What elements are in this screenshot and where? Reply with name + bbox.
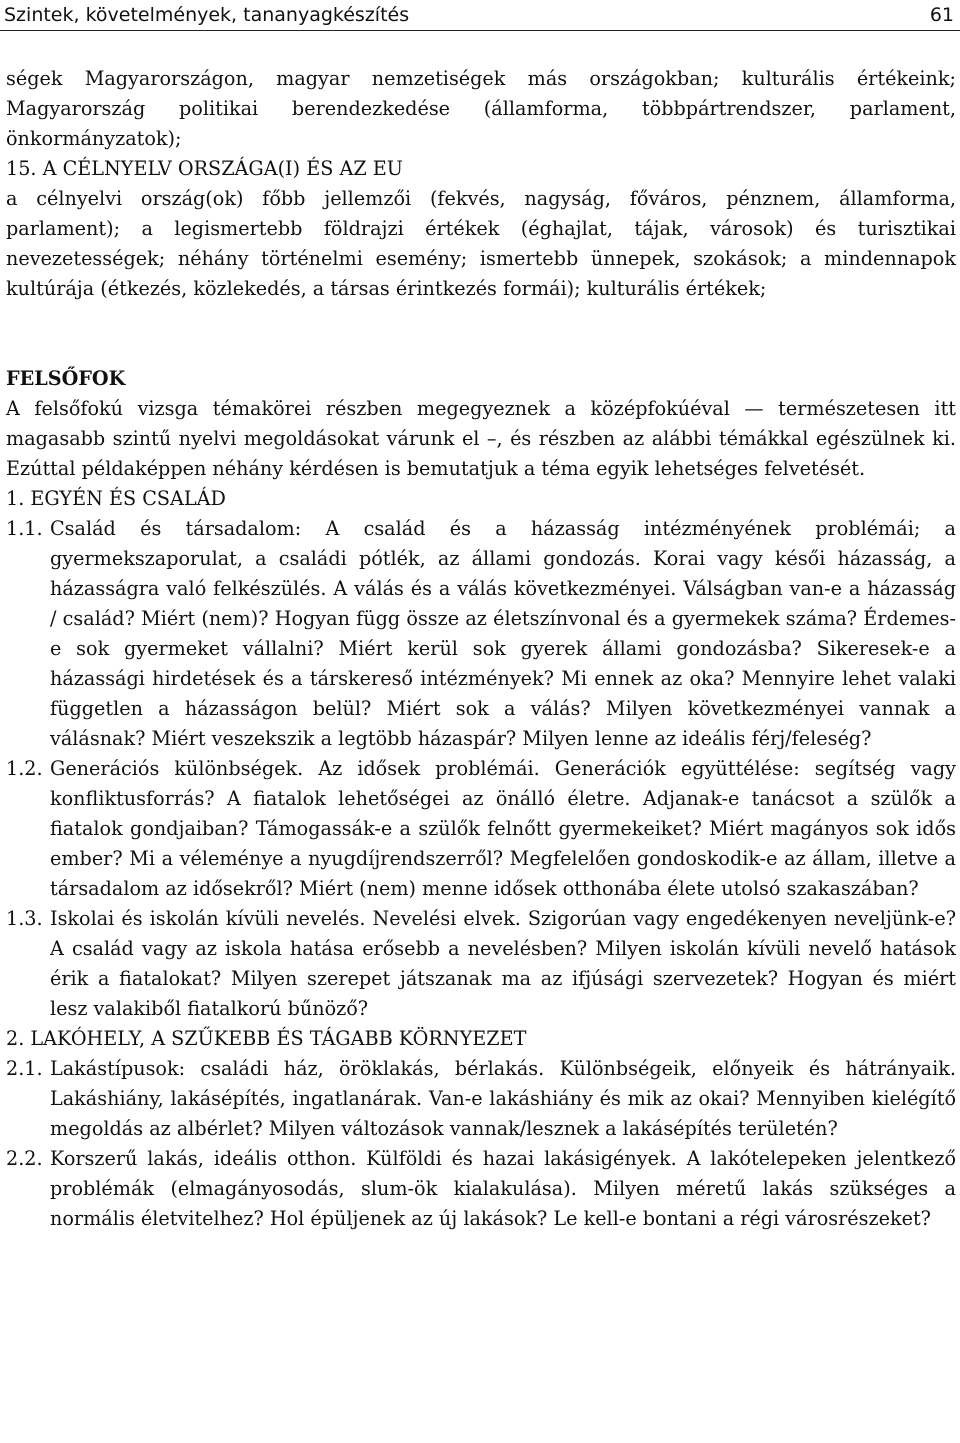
entry-number: 1.1.	[6, 517, 43, 540]
entry-text: Család és társadalom: A család és a házasság intézményének problémái; a gyermekszaporulat, a családi pótlék, az állami gondozás. Korai vagy késői házasság, a házasságra való felkészülés. A válás és a válás következményei. Válságban van-e a házasság / család? Miért (nem)? Hogyan függ össze az életszínvonal és a gyermekek száma? Érdemes-e sok gyermeket vállalni? Miért kerül sok gyerek állami gondozásba? Sikeresek-e a házassági hirdetések és a társkereső intézmények? Mi ennek az oka? Mennyire lehet valaki független a házasságon belül? Miért sok a válás? Milyen következményei vannak a válásnak? Miért veszekszik a legtöbb házaspár? Milyen lenne az ideális férj/feleség?	[50, 517, 956, 750]
felsofok-intro: A felsőfokú vizsga témakörei részben megegyeznek a középfokúéval — természetesen itt magasabb szintű nyelvi megoldásokat várunk el –, és részben az alábbi témákkal egészülnek ki. Ezúttal példaképpen néhány kérdésen is bemutatjuk a téma egyik lehetséges felvetését.	[6, 397, 956, 480]
section-15-body: a célnyelvi ország(ok) főbb jellemzői (fekvés, nagyság, főváros, pénznem, államforma, parlament); a legismertebb földrajzi értékek (éghajlat, tájak, városok) és turisztikai nevezetességek; néhány történelmi esemény; ismertebb ünnepek, szokások; a mindennapok kultúrája (étkezés, közlekedés, a társas érintkezés formái); kulturális értékek;	[6, 187, 956, 300]
entry-number: 1.2.	[6, 757, 43, 780]
section-2-heading: 2. LAKÓHELY, A SZŰKEBB ÉS TÁGABB KÖRNYEZET	[6, 1027, 527, 1050]
intro-continuation: ségek Magyarországon, magyar nemzetiségek más országokban; kulturális értékeink; Magyarország politikai berendezkedése (államforma, többpártrendszer, parlament, önkormányzatok);	[6, 67, 956, 150]
page-number: 61	[929, 4, 954, 26]
header-title: Szintek, követelmények, tananyagkészítés	[4, 4, 410, 26]
felsofok-heading: FELSŐFOK	[6, 367, 126, 390]
entry-text: Lakástípusok: családi ház, öröklakás, bérlakás. Különbségeik, előnyeik és hátrányaik. Lakáshiány, lakásépítés, ingatlanárak. Van-e lakáshiány és mik az okai? Mennyiben kielégítő megoldás az albérlet? Milyen változások vannak/lesznek a lakásépítés területén?	[50, 1057, 956, 1140]
entry-number: 2.2.	[6, 1147, 43, 1170]
section-15-heading: 15. A CÉLNYELV ORSZÁGA(I) ÉS AZ EU	[6, 157, 403, 180]
page-body	[6, 64, 956, 1234]
entry-number: 2.1.	[6, 1057, 43, 1080]
entry-text: Generációs különbségek. Az idősek problémái. Generációk együttélése: segítség vagy konfliktusforrás? A fiatalok lehetőségei az önálló életre. Adjanak-e tanácsot a szülők a fiatalok gondjaiban? Támogassák-e a szülők felnőtt gyermekeiket? Miért magányos sok idős ember? Mi a véleménye a nyugdíjrendszerről? Megfelelően gondoskodik-e az állam, illetve a társadalom az idősekről? Miért (nem) menne idősek otthonába élete utolsó szakaszában?	[50, 757, 956, 900]
entry-text: Iskolai és iskolán kívüli nevelés. Nevelési elvek. Szigorúan vagy engedékenyen neveljünk-e? A család vagy az iskola hatása erősebb a nevelésben? Milyen iskolán kívüli nevelő hatások érik a fiatalokat? Milyen szerepet játszanak ma az ifjúsági szervezetek? Hogyan és miért lesz valakiből fiatalkorú bűnöző?	[50, 907, 956, 1020]
header-rule	[0, 30, 960, 31]
spacer	[6, 304, 956, 364]
entry-1-1	[6, 514, 956, 754]
entry-1-2	[6, 754, 956, 904]
section-1-heading: 1. EGYÉN ÉS CSALÁD	[6, 487, 226, 510]
entry-text: Korszerű lakás, ideális otthon. Külföldi és hazai lakásigények. A lakótelepeken jelentkező problémák (elmagányosodás, slum-ök kialakulása). Milyen méretű lakás szükséges a normális életvitelhez? Hol épüljenek az új lakások? Le kell-e bontani a régi városrészeket?	[50, 1147, 956, 1230]
running-header	[0, 0, 960, 31]
entry-number: 1.3.	[6, 907, 43, 930]
entry-1-3	[6, 904, 956, 1024]
entry-2-1	[6, 1054, 956, 1144]
entry-2-2	[6, 1144, 956, 1234]
